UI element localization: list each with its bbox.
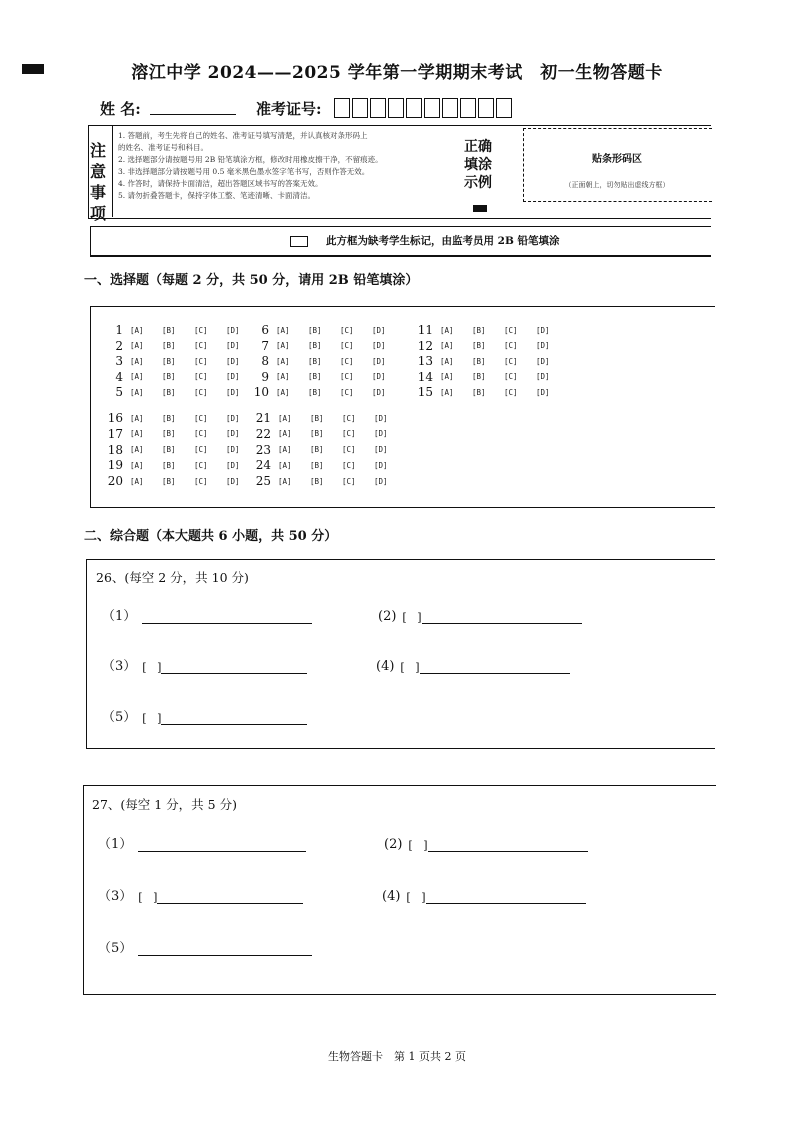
absent-note: 此方框为缺考学生标记，由监考员用 2B 铅笔填涂 — [326, 235, 560, 247]
blank-label: (4) — [382, 889, 401, 904]
q26-blank-5 — [102, 707, 307, 725]
choice-question-row — [254, 473, 406, 489]
option-bubble[interactable]: [B] — [308, 372, 322, 381]
option-bubble[interactable]: [C] — [340, 356, 354, 366]
option-bubble[interactable]: [C] — [342, 460, 356, 470]
blank-label: （1） — [98, 837, 133, 852]
question-number: 13 — [417, 354, 433, 368]
section-title-comprehensive: 二、综合题（本大题共 6 小题，共 50 分） — [84, 529, 338, 544]
option-bubble[interactable]: [D] — [536, 325, 550, 335]
choice-question-row — [106, 384, 258, 400]
option-bubble[interactable]: [D] — [226, 325, 240, 335]
q27-blank-1 — [98, 834, 306, 852]
option-bubble[interactable]: [D] — [226, 413, 240, 423]
option-bracket[interactable]: [ ] — [142, 661, 162, 674]
choice-question-row — [416, 338, 568, 354]
page-footer: 生物答题卡 第 1 页共 2 页 — [328, 1050, 466, 1063]
barcode-title: 贴条形码区 — [592, 154, 642, 165]
option-bubble[interactable]: [B] — [162, 356, 176, 366]
option-bubble[interactable]: [C] — [342, 445, 356, 455]
option-bubble[interactable]: [C] — [194, 372, 208, 381]
option-bubble[interactable]: [C] — [340, 341, 354, 350]
option-bubble[interactable]: [A] — [278, 413, 292, 423]
question-26-head: 26、(每空 2 分，共 10 分) — [96, 570, 249, 585]
notice-label: 注意事项 — [89, 141, 106, 223]
option-bubble[interactable]: [D] — [374, 429, 388, 439]
option-bubble[interactable]: [D] — [374, 476, 388, 486]
exam-no-digit-box[interactable] — [406, 98, 422, 118]
question-number: 9 — [261, 369, 269, 384]
question-number: 23 — [255, 442, 271, 457]
option-bubble[interactable]: [C] — [504, 372, 518, 381]
exam-no-digit-box[interactable] — [370, 98, 386, 118]
option-bubble[interactable]: [D] — [372, 356, 386, 366]
answer-line[interactable] — [161, 659, 307, 674]
q27-blank-4 — [382, 886, 586, 904]
blank-label: （3） — [102, 659, 137, 674]
option-bubble[interactable]: [C] — [194, 445, 208, 455]
exam-no-digit-box[interactable] — [478, 98, 494, 118]
option-bubble[interactable]: [A] — [278, 460, 292, 470]
option-bubble[interactable]: [A] — [130, 341, 144, 350]
option-bubble[interactable]: [D] — [226, 476, 240, 486]
q27-blank-5 — [98, 938, 312, 956]
option-bubble[interactable]: [D] — [536, 372, 550, 381]
divider — [112, 125, 113, 217]
choice-question-row — [106, 473, 258, 489]
answer-line[interactable] — [138, 941, 312, 956]
choice-question-row — [106, 442, 258, 458]
question-number: 15 — [417, 385, 433, 399]
question-number: 16 — [107, 411, 123, 425]
option-bubble[interactable]: [D] — [536, 356, 550, 366]
question-number: 6 — [261, 323, 269, 337]
option-bubble[interactable]: [D] — [226, 372, 240, 381]
choice-question-row — [416, 384, 568, 400]
notice-item: 2. 选择题部分请按题号用 2B 铅笔填涂方框，修改时用橡皮擦干净，不留痕迹。 — [118, 155, 383, 164]
option-bubble[interactable]: [C] — [194, 325, 208, 335]
option-bubble[interactable]: [A] — [278, 429, 292, 439]
choice-question-row — [254, 442, 406, 458]
option-bubble[interactable]: [D] — [226, 460, 240, 470]
option-bubble[interactable]: [B] — [310, 460, 324, 470]
option-bubble[interactable]: [A] — [440, 387, 454, 397]
exam-no-label: 准考证号: — [256, 100, 322, 118]
option-bubble[interactable]: [D] — [372, 372, 386, 381]
exam-no-digit-box[interactable] — [334, 98, 350, 118]
option-bubble[interactable]: [A] — [130, 413, 144, 423]
option-bubble[interactable]: [A] — [276, 387, 290, 397]
question-number: 18 — [107, 442, 123, 457]
question-27-head: 27、(每空 1 分，共 5 分) — [92, 797, 237, 812]
option-bubble[interactable]: [A] — [130, 429, 144, 439]
question-number: 25 — [255, 474, 271, 489]
choice-question-row — [252, 384, 404, 400]
option-bracket[interactable]: [ ] — [406, 891, 426, 904]
answer-line[interactable] — [142, 609, 312, 624]
option-bubble[interactable]: [C] — [504, 356, 518, 366]
option-bubble[interactable]: [B] — [472, 387, 486, 397]
option-bubble[interactable]: [C] — [194, 476, 208, 486]
option-bubble[interactable]: [B] — [308, 341, 322, 350]
question-number: 3 — [115, 354, 123, 368]
exam-no-digit-box[interactable] — [352, 98, 368, 118]
choice-question-row — [252, 353, 404, 369]
absent-checkbox[interactable] — [290, 236, 308, 247]
option-bubble[interactable]: [D] — [372, 341, 386, 350]
notice-list — [118, 130, 448, 202]
choice-question-row — [106, 426, 258, 442]
option-bubble[interactable]: [B] — [162, 476, 176, 486]
exam-no-boxes[interactable] — [334, 98, 512, 118]
q26-blank-4 — [376, 656, 570, 674]
question-number: 7 — [261, 338, 269, 353]
question-number: 17 — [107, 426, 123, 441]
choice-question-row — [254, 426, 406, 442]
q26-blank-2 — [378, 606, 582, 624]
option-bubble[interactable]: [D] — [226, 387, 240, 397]
option-bubble[interactable]: [C] — [194, 413, 208, 423]
option-bubble[interactable]: [A] — [130, 460, 144, 470]
option-bubble[interactable]: [C] — [194, 460, 208, 470]
option-bubble[interactable]: [A] — [440, 325, 454, 335]
exam-no-digit-box[interactable] — [460, 98, 476, 118]
question-number: 20 — [107, 474, 123, 489]
option-bubble[interactable]: [D] — [374, 413, 388, 423]
question-number: 5 — [115, 385, 123, 399]
section-title-choice: 一、选择题（每题 2 分，共 50 分，请用 2B 铅笔填涂） — [84, 273, 419, 288]
question-number: 19 — [107, 458, 123, 473]
answer-line[interactable] — [157, 889, 303, 904]
q26-blank-3 — [102, 656, 307, 674]
answer-line[interactable] — [428, 837, 588, 852]
option-bubble[interactable]: [A] — [278, 445, 292, 455]
option-bubble[interactable]: [D] — [226, 445, 240, 455]
answer-line[interactable] — [422, 609, 582, 624]
question-number: 2 — [115, 338, 123, 353]
blank-label: （3） — [98, 889, 133, 904]
choice-question-row — [106, 338, 258, 354]
option-bubble[interactable]: [C] — [194, 341, 208, 350]
choice-question-row — [416, 322, 568, 338]
option-bubble[interactable]: [A] — [278, 476, 292, 486]
option-bubble[interactable]: [B] — [472, 341, 486, 350]
option-bubble[interactable]: [B] — [162, 341, 176, 350]
option-bubble[interactable]: [A] — [130, 445, 144, 455]
option-bubble[interactable]: [A] — [276, 372, 290, 381]
exam-no-digit-box[interactable] — [496, 98, 512, 118]
notice-item: 的姓名、准考证号和科目。 — [118, 143, 208, 152]
option-bubble[interactable]: [A] — [276, 356, 290, 366]
option-bubble[interactable]: [D] — [372, 387, 386, 397]
option-bubble[interactable]: [D] — [372, 325, 386, 335]
option-bubble[interactable]: [C] — [340, 372, 354, 381]
choice-question-row — [416, 353, 568, 369]
option-bubble[interactable]: [B] — [162, 460, 176, 470]
option-bubble[interactable]: [C] — [342, 476, 356, 486]
question-number: 14 — [417, 369, 433, 384]
q27-blank-3 — [98, 886, 303, 904]
option-bubble[interactable]: [B] — [162, 387, 176, 397]
notice-item: 4. 作答时，请保持卡面清洁，超出答题区域书写的答案无效。 — [118, 179, 323, 188]
q26-blank-1 — [102, 606, 312, 624]
barcode-note: （正面朝上，切勿贴出虚线方框） — [564, 181, 670, 189]
option-bubble[interactable]: [A] — [130, 387, 144, 397]
option-bubble[interactable]: [D] — [536, 387, 550, 397]
question-number: 22 — [255, 426, 271, 441]
choice-question-row — [254, 410, 406, 426]
option-bubble[interactable]: [D] — [374, 460, 388, 470]
option-bubble[interactable]: [C] — [504, 387, 518, 397]
option-bubble[interactable]: [B] — [310, 445, 324, 455]
option-bubble[interactable]: [D] — [226, 429, 240, 439]
exam-no-digit-box[interactable] — [442, 98, 458, 118]
option-bubble[interactable]: [B] — [310, 476, 324, 486]
option-bubble[interactable]: [A] — [440, 341, 454, 350]
option-bubble[interactable]: [D] — [226, 356, 240, 366]
option-bubble[interactable]: [B] — [472, 372, 486, 381]
option-bubble[interactable]: [B] — [310, 413, 324, 423]
option-bracket[interactable]: [ ] — [142, 712, 162, 725]
option-bubble[interactable]: [B] — [310, 429, 324, 439]
option-bubble[interactable]: [B] — [162, 413, 176, 423]
option-bubble[interactable]: [B] — [472, 356, 486, 366]
option-bubble[interactable]: [B] — [162, 429, 176, 439]
choice-question-row — [252, 338, 404, 354]
choice-question-row — [252, 322, 404, 338]
option-bubble[interactable]: [C] — [342, 429, 356, 439]
blank-label: （5） — [102, 710, 137, 725]
answer-line[interactable] — [138, 837, 306, 852]
option-bubble[interactable]: [C] — [504, 325, 518, 335]
option-bubble[interactable]: [D] — [226, 341, 240, 350]
correct-fill-example — [473, 205, 487, 212]
option-bubble[interactable]: [A] — [130, 476, 144, 486]
option-bubble[interactable]: [A] — [130, 325, 144, 335]
option-bubble[interactable]: [C] — [194, 387, 208, 397]
option-bubble[interactable]: [C] — [340, 387, 354, 397]
blank-label: (2) — [384, 837, 403, 852]
question-number: 1 — [115, 323, 123, 337]
answer-line[interactable] — [420, 659, 570, 674]
notice-item: 3. 非选择题部分请按题号用 0.5 毫米黑色墨水签字笔书写，否则作答无效。 — [118, 167, 370, 176]
blank-label: （5） — [98, 941, 133, 956]
choice-question-row — [254, 457, 406, 473]
option-bubble[interactable]: [B] — [162, 372, 176, 381]
option-bubble[interactable]: [A] — [440, 372, 454, 381]
choice-question-row — [106, 322, 258, 338]
question-number: 8 — [261, 354, 269, 368]
option-bubble[interactable]: [C] — [340, 325, 354, 335]
option-bracket[interactable]: [ ] — [138, 891, 158, 904]
exam-no-digit-box[interactable] — [388, 98, 404, 118]
option-bracket[interactable]: [ ] — [408, 839, 428, 852]
question-number: 10 — [253, 385, 269, 399]
choice-question-row — [252, 369, 404, 385]
name-field[interactable] — [150, 100, 236, 115]
notice-item: 1. 答题前，考生先将自己的姓名、准考证号填写清楚，并认真核对条形码上 — [118, 131, 368, 140]
choice-question-row — [106, 457, 258, 473]
answer-line[interactable] — [426, 889, 586, 904]
option-bubble[interactable]: [B] — [308, 387, 322, 397]
question-number: 24 — [255, 458, 271, 473]
page-title: 溶江中学 2024——2025 学年第一学期期末考试 初一生物答题卡 — [131, 63, 663, 83]
barcode-area[interactable] — [523, 128, 712, 202]
option-bubble[interactable]: [A] — [440, 356, 454, 366]
choice-question-row — [106, 410, 258, 426]
blank-label: (2) — [378, 609, 397, 624]
option-bubble[interactable]: [C] — [504, 341, 518, 350]
choice-question-row — [106, 353, 258, 369]
option-bubble[interactable]: [C] — [342, 413, 356, 423]
option-bubble[interactable]: [B] — [308, 325, 322, 335]
option-bracket[interactable]: [ ] — [402, 611, 422, 624]
choice-question-row — [416, 369, 568, 385]
option-bubble[interactable]: [B] — [162, 325, 176, 335]
exam-no-digit-box[interactable] — [424, 98, 440, 118]
option-bubble[interactable]: [A] — [276, 325, 290, 335]
notice-item: 5. 请勿折叠答题卡，保持字体工整、笔迹清晰、卡面清洁。 — [118, 191, 316, 200]
name-label: 姓 名: — [100, 100, 141, 118]
option-bubble[interactable]: [D] — [374, 445, 388, 455]
q27-blank-2 — [384, 834, 588, 852]
option-bubble[interactable]: [B] — [472, 325, 486, 335]
correct-fill-label: 正确填涂示例 — [464, 139, 492, 191]
option-bracket[interactable]: [ ] — [400, 661, 420, 674]
choice-question-row — [106, 369, 258, 385]
blank-label: (4) — [376, 659, 395, 674]
question-number: 21 — [255, 411, 271, 425]
option-bubble[interactable]: [C] — [194, 356, 208, 366]
option-bubble[interactable]: [A] — [276, 341, 290, 350]
question-number: 4 — [115, 369, 123, 384]
option-bubble[interactable]: [C] — [194, 429, 208, 439]
question-number: 12 — [417, 338, 433, 353]
answer-line[interactable] — [161, 710, 307, 725]
option-bubble[interactable]: [D] — [536, 341, 550, 350]
option-bubble[interactable]: [A] — [130, 372, 144, 381]
option-bubble[interactable]: [B] — [308, 356, 322, 366]
question-number: 11 — [417, 323, 433, 337]
option-bubble[interactable]: [B] — [162, 445, 176, 455]
blank-label: （1） — [102, 609, 137, 624]
option-bubble[interactable]: [A] — [130, 356, 144, 366]
